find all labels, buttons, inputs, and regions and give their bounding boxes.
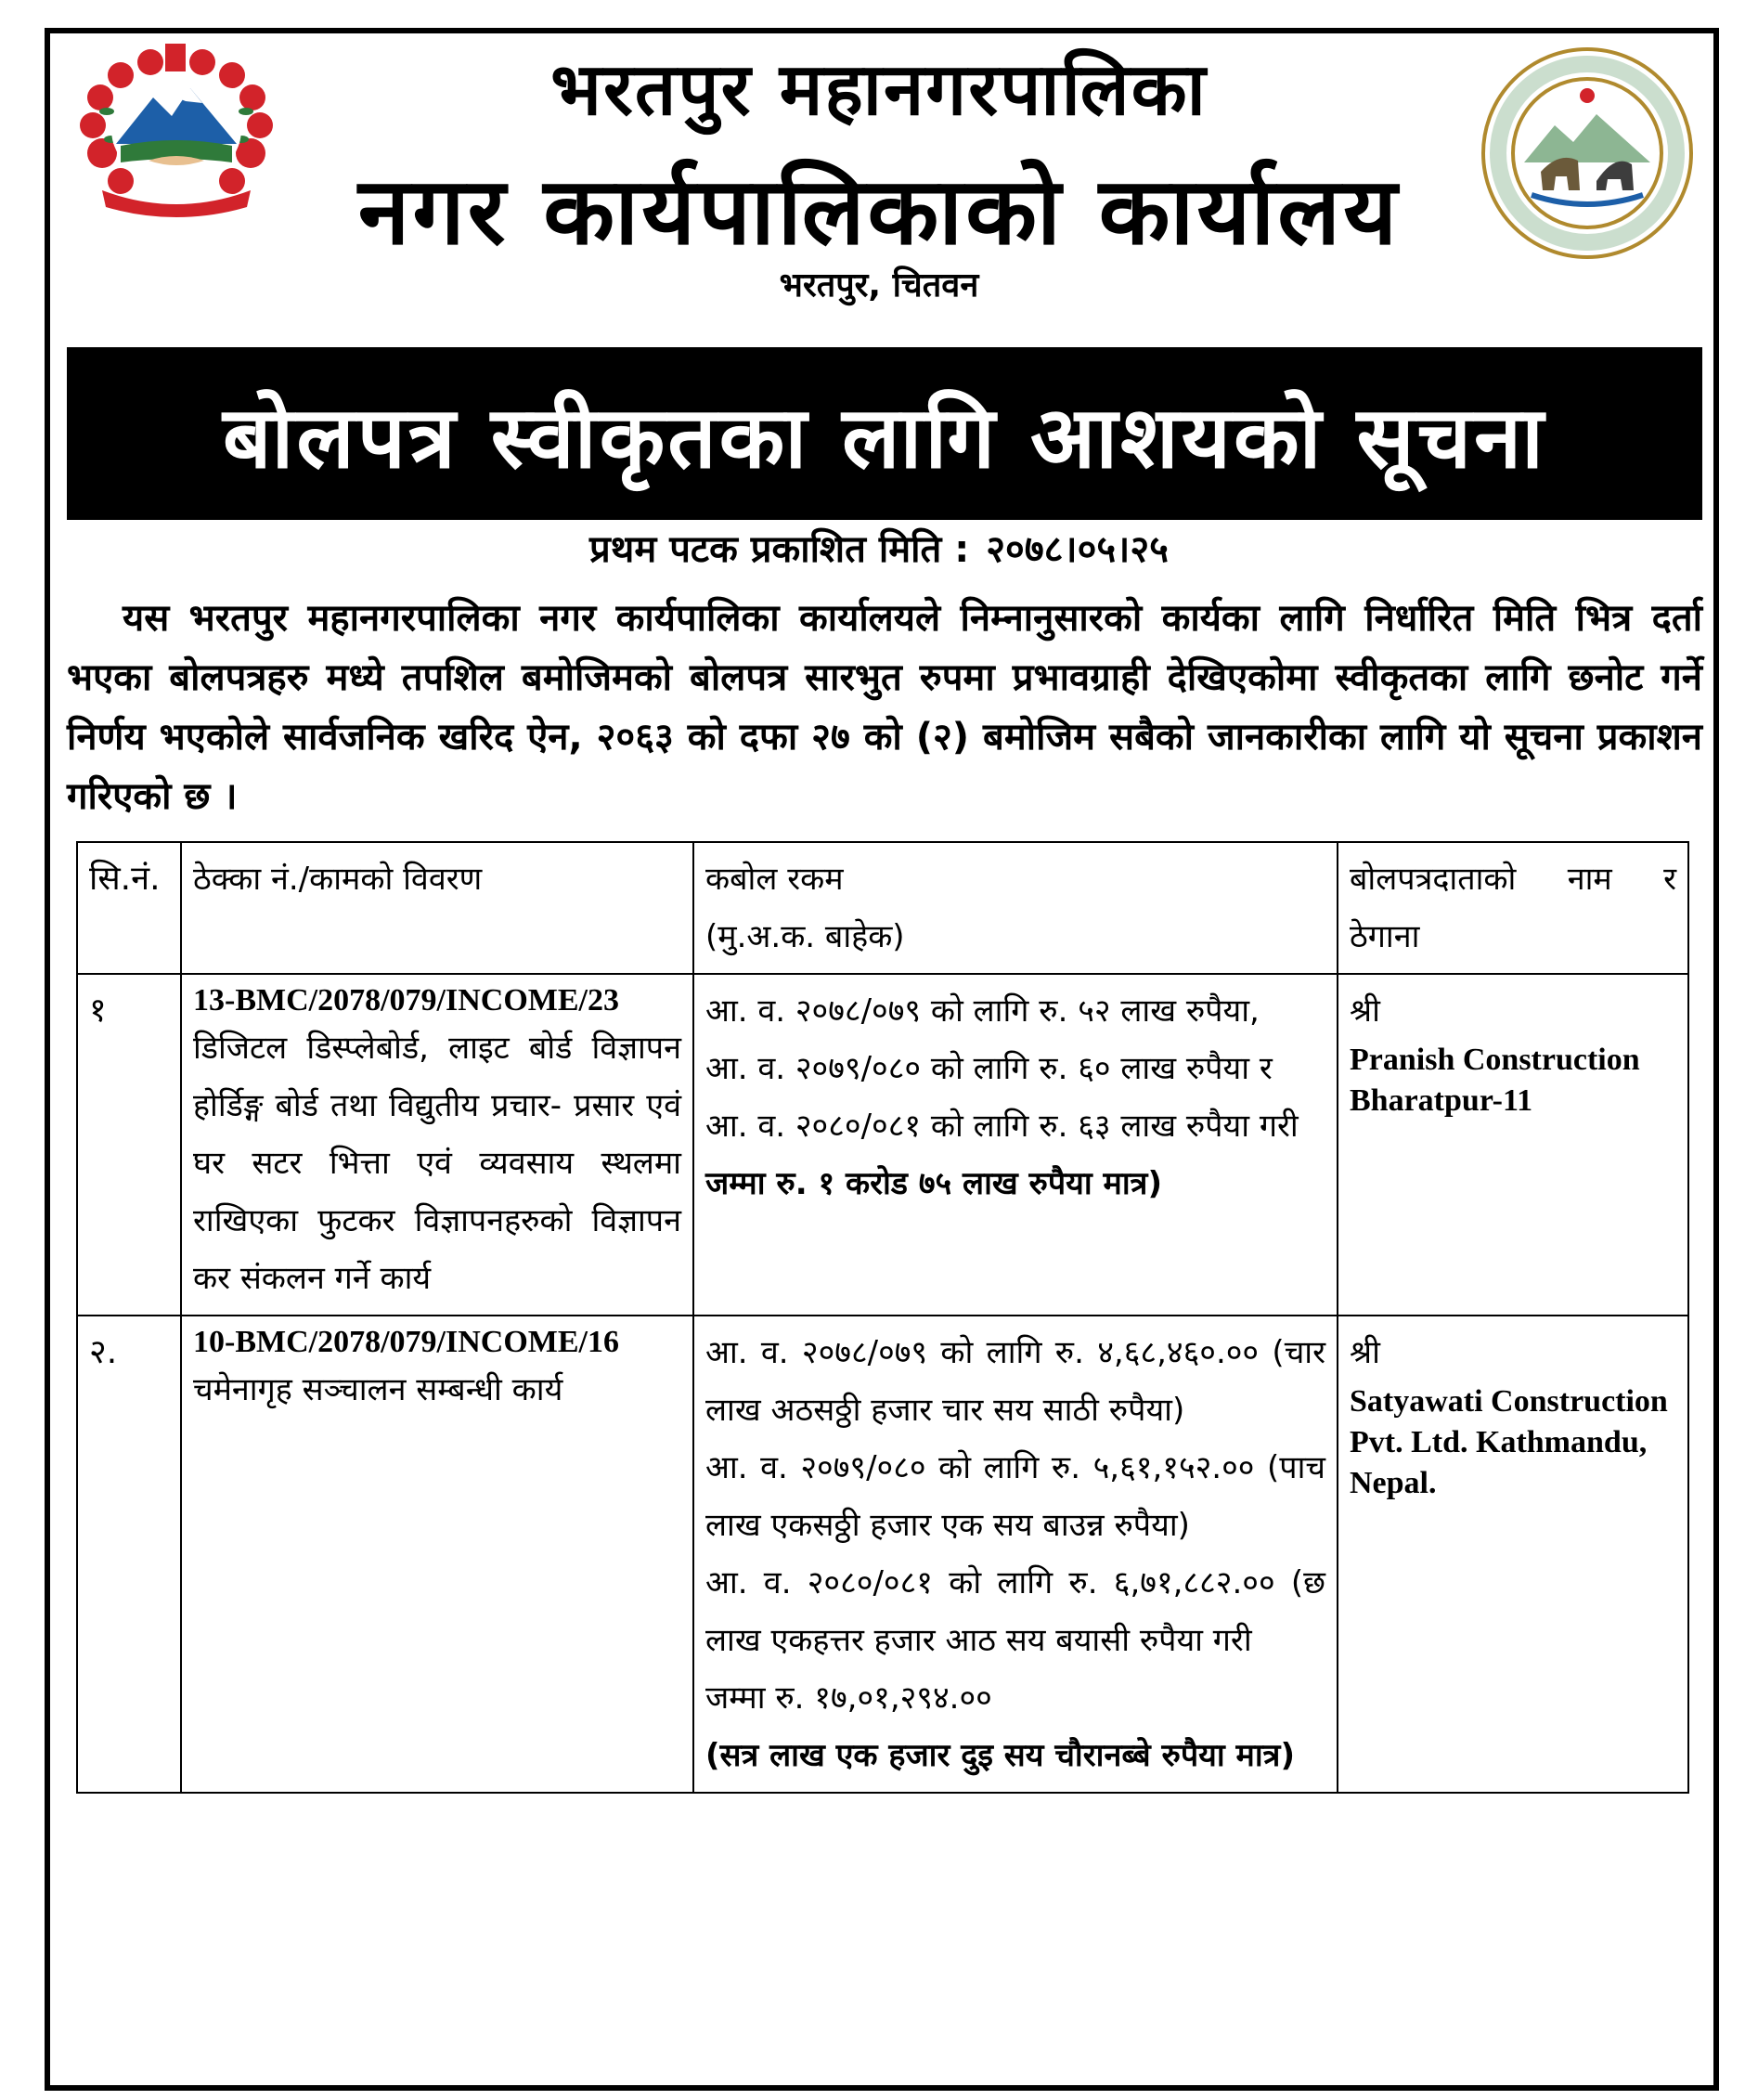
header-sn: सि.नं. — [77, 842, 181, 974]
row-sn: २. — [77, 1316, 181, 1793]
contract-code: 13-BMC/2078/079/INCOME/23 — [193, 983, 619, 1018]
amount-line: आ. व. २०७९/०८० को लागि रु. ६० लाख रुपैया र — [705, 1050, 1273, 1087]
header-bidder: बोलपत्रदाताको नाम र ठेगाना — [1338, 842, 1688, 974]
row-work — [181, 974, 693, 1316]
intro-paragraph: यस भरतपुर महानगरपालिका नगर कार्यपालिका कार्यालयले निम्नानुसारको कार्यका लागि निर्धारित मिति भित्र दर्ता भएका बोलपत्रहरु मध्ये तपशिल बमोजिमको बोलपत्र सारभुत रुपमा प्रभावग्राही देखिएकोमा स्वीकृतका लागि छनोट गर्ने निर्णय भएकोले सार्वजनिक खरिद ऐन, २०६३ को दफा २७ को (२) बमोजिम सबैको जानकारीका लागि यो सूचना प्रकाशन गरिएको छ । — [67, 597, 1702, 818]
office-location: भरतपुर, चितवन — [779, 266, 979, 305]
amount-line: आ. व. २०७८/०७९ को लागि रु. ४,६८,४६०.०० (चार लाख अठसठ्ठी हजार चार सय साठी रुपैया) — [705, 1334, 1325, 1429]
amount-line: आ. व. २०७९/०८० को लागि रु. ५,६१,१५२.०० (पाच लाख एकसठ्ठी हजार एक सय बाउन्न रुपैया) — [705, 1449, 1325, 1544]
publication-date-label: प्रथम पटक प्रकाशित मिति : — [589, 528, 970, 571]
work-description: डिजिटल डिस्प्लेबोर्ड, लाइट बोर्ड विज्ञापन होर्डिङ्ग बोर्ड तथा विद्युतीय प्रचार- प्रसार एवं घर सटर भित्ता एवं व्यवसाय स्थलमा राखिएका फुटकर विज्ञापनहरुको विज्ञापन कर संकलन गर्ने कार्य — [193, 1030, 681, 1297]
row-bidder — [1338, 974, 1688, 1316]
row-sn: १ — [77, 974, 181, 1316]
bidder-name: Pranish Construction Bharatpur-11 — [1350, 1043, 1640, 1118]
publication-date-value: २०७८।०५।२५ — [986, 528, 1169, 571]
office-title: भरतपुर महानगरपालिका — [550, 48, 1208, 132]
bidder-prefix: श्री — [1350, 1334, 1380, 1371]
amount-line: आ. व. २०८०/०८१ को लागि रु. ६३ लाख रुपैया गरी — [705, 1108, 1299, 1145]
bidder-prefix: श्री — [1350, 992, 1380, 1030]
table-row — [77, 1316, 1688, 1793]
row-bidder — [1338, 1316, 1688, 1793]
amount-total-words: (सत्र लाख एक हजार दुइ सय चौरानब्बे रुपैया मात्र) — [705, 1737, 1295, 1774]
table-row — [77, 974, 1688, 1316]
notice-banner — [67, 347, 1702, 520]
bidder-name: Satyawati Construction Pvt. Ltd. Kathmandu, Nepal. — [1350, 1384, 1668, 1500]
contract-code: 10-BMC/2078/079/INCOME/16 — [193, 1325, 619, 1359]
row-amount — [693, 974, 1338, 1316]
row-work — [181, 1316, 693, 1793]
amount-total: जम्मा रु. १ करोड ७५ लाख रुपैया मात्र) — [705, 1165, 1162, 1202]
notice-title: बोलपत्र स्वीकृतका लागि आशयको सूचना — [223, 387, 1546, 487]
amount-line: आ. व. २०७८/०७९ को लागि रु. ५२ लाख रुपैया, — [705, 992, 1260, 1030]
office-subtitle: नगर कार्यपालिकाको कार्यालय — [357, 157, 1401, 266]
award-table — [76, 841, 1689, 1794]
header-amount: कबोल रकम (मु.अ.क. बाहेक) — [693, 842, 1338, 974]
row-amount — [693, 1316, 1338, 1793]
amount-total: जम्मा रु. १७,०१,२९४.०० — [705, 1679, 992, 1717]
table-header-row — [77, 842, 1688, 974]
publication-date — [0, 528, 1758, 571]
amount-line: आ. व. २०८०/०८१ को लागि रु. ६,७१,८८२.०० (छ लाख एकहत्तर हजार आठ सय बयासी रुपैया गरी — [705, 1564, 1325, 1659]
header-work: ठेक्का नं./कामको विवरण — [181, 842, 693, 974]
work-description: चमेनागृह सञ्चालन सम्बन्धी कार्य — [193, 1371, 563, 1408]
